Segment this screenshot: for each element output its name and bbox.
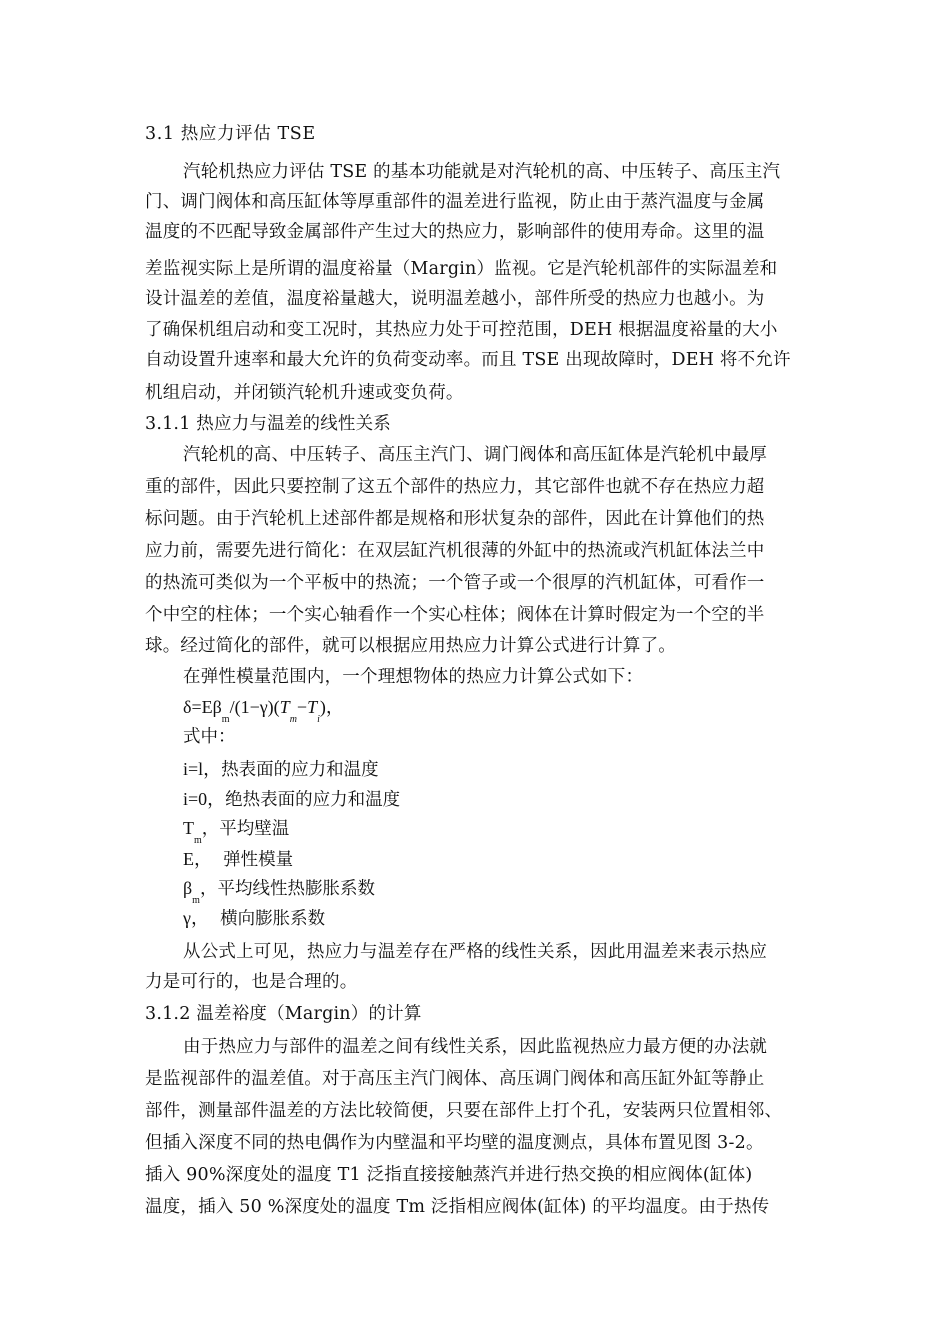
paragraph-line: 设计温差的差值，温度裕量越大，说明温差越小，部件所受的热应力也越小。为 <box>145 289 765 309</box>
formula-where-label: 式中： <box>183 727 236 747</box>
paragraph-line: 门、调门阀体和高压缸体等厚重部件的温差进行监视，防止由于蒸汽温度与金属 <box>145 192 765 212</box>
formula-subscript-m: m <box>221 714 230 725</box>
paragraph-line: 的热流可类似为一个平板中的热流；一个管子或一个很厚的汽机缸体，可看作一 <box>145 573 765 593</box>
formula-lhs: δ=Eβ <box>183 697 222 717</box>
paragraph-line: 机组启动，并闭锁汽轮机升速或变负荷。 <box>145 383 464 403</box>
paragraph-line: 温度，插入 50 %深度处的温度 Tm 泛指相应阀体(缸体) 的平均温度。由于热传 <box>145 1197 770 1217</box>
paragraph-line: 部件，测量部件温差的方法比较简便，只要在部件上打个孔，安装两只位置相邻、 <box>145 1101 783 1121</box>
paragraph-line: 汽轮机的高、中压转子、高压主汽门、调门阀体和高压缸体是汽轮机中最厚 <box>183 445 768 465</box>
paragraph-line: 力是可行的，也是合理的。 <box>145 972 358 992</box>
definition-item: γ， 横向膨胀系数 <box>183 908 326 929</box>
section-heading-3-1: 3.1 热应力评估 TSE <box>145 124 316 144</box>
formula-mid: /(1−γ)( <box>229 697 280 717</box>
formula-minus: − <box>296 697 308 717</box>
paragraph-line: 重的部件，因此只要控制了这五个部件的热应力，其它部件也就不存在热应力超 <box>145 477 765 497</box>
paragraph-line: 由于热应力与部件的温差之间有线性关系，因此监视热应力最方便的办法就 <box>183 1037 768 1057</box>
thermal-stress-formula <box>183 693 344 725</box>
paragraph-line: 个中空的柱体；一个实心轴看作一个实心柱体；阀体在计算时假定为一个空的半 <box>145 605 765 625</box>
definition-item: E， 弹性模量 <box>183 849 294 870</box>
section-heading-3-1-1: 3.1.1 热应力与温差的线性关系 <box>145 414 391 434</box>
paragraph-line: 差监视实际上是所谓的温度裕量（Margin）监视。它是汽轮机部件的实际温差和 <box>145 259 778 279</box>
paragraph-line: 插入 90%深度处的温度 T1 泛指直接接触蒸汽并进行热交换的相应阀体(缸体) <box>145 1165 753 1185</box>
definition-item: $\beta_m$，平均线性热膨胀系数 <box>183 878 375 906</box>
formula-t-i: T <box>307 697 318 717</box>
section-heading-3-1-2: 3.1.2 温差裕度（Margin）的计算 <box>145 1004 422 1024</box>
formula-subscript-i: i <box>317 714 320 725</box>
formula-intro: 在弹性模量范围内，一个理想物体的热应力计算公式如下： <box>183 667 644 687</box>
paragraph-line: 温度的不匹配导致金属部件产生过大的热应力，影响部件的使用寿命。这里的温 <box>145 222 765 242</box>
paragraph-line: 汽轮机热应力评估 TSE 的基本功能就是对汽轮机的高、中压转子、高压主汽 <box>183 162 781 182</box>
paragraph-line: 了确保机组启动和变工况时，其热应力处于可控范围，DEH 根据温度裕量的大小 <box>145 320 778 340</box>
paragraph-line: 自动设置升速率和最大允许的负荷变动率。而且 TSE 出现故障时，DEH 将不允许 <box>145 350 791 370</box>
paragraph-line: 应力前，需要先进行简化：在双层缸汽机很薄的外缸中的热流或汽机缸体法兰中 <box>145 541 765 561</box>
definition-item: $T_m$，平均壁温 <box>183 818 290 846</box>
formula-end: )， <box>319 697 344 717</box>
formula-subscript-m: m <box>289 714 297 725</box>
paragraph-line: 是监视部件的温差值。对于高压主汽门阀体、高压调门阀体和高压缸外缸等静止 <box>145 1069 765 1089</box>
definition-item: i=0，绝热表面的应力和温度 <box>183 789 401 810</box>
definition-item: i=l，热表面的应力和温度 <box>183 759 379 780</box>
paragraph-line: 球。经过简化的部件，就可以根据应用热应力计算公式进行计算了。 <box>145 636 676 656</box>
paragraph-line: 但插入深度不同的热电偶作为内壁温和平均壁的温度测点，具体布置见图 3-2。 <box>145 1133 764 1153</box>
formula-t-m: T <box>279 697 290 717</box>
paragraph-line: 标问题。由于汽轮机上述部件都是规格和形状复杂的部件，因此在计算他们的热 <box>145 509 765 529</box>
paragraph-line: 从公式上可见，热应力与温差存在严格的线性关系，因此用温差来表示热应 <box>183 942 768 962</box>
